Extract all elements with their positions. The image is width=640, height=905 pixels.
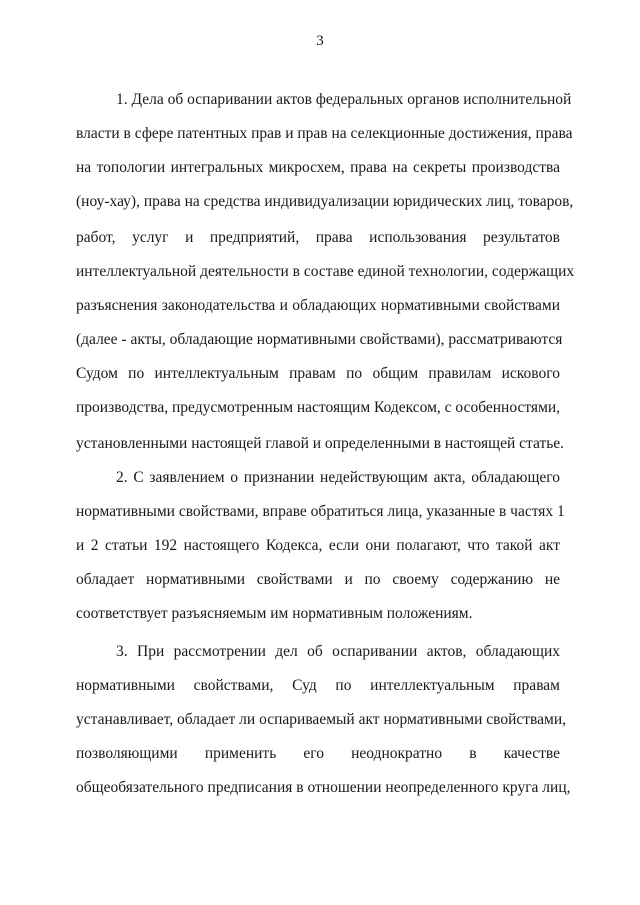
text-line: нормативными свойствами, Суд по интеллектуальным правам <box>76 677 560 694</box>
text-line: установленными настоящей главой и определенными в настоящей статье. <box>76 435 565 452</box>
text-line: 1. Дела об оспаривании актов федеральных органов исполнительной <box>116 91 572 108</box>
text-line: нормативными свойствами, вправе обратиться лица, указанные в частях 1 <box>76 503 565 520</box>
text-line: 2. С заявлением о признании недействующим акта, обладающего <box>116 469 560 486</box>
text-line: обладает нормативными свойствами и по своему содержанию не <box>76 571 560 588</box>
text-line: разъяснения законодательства и обладающих нормативными свойствами <box>76 297 560 314</box>
text-line: (далее - акты, обладающие нормативными свойствами), рассматриваются <box>76 331 563 348</box>
text-line: работ, услуг и предприятий, права использования результатов <box>76 229 560 246</box>
text-line: и 2 статьи 192 настоящего Кодекса, если они полагают, что такой акт <box>76 537 560 554</box>
text-line: власти в сфере патентных прав и прав на селекционные достижения, права <box>76 125 573 142</box>
text-line: позволяющими применить его неоднократно в качестве <box>76 745 560 762</box>
text-line: Судом по интеллектуальным правам по общим правилам искового <box>76 365 560 382</box>
text-line: 3. При рассмотрении дел об оспаривании актов, обладающих <box>116 643 560 660</box>
text-line: производства, предусмотренным настоящим Кодексом, с особенностями, <box>76 399 561 416</box>
text-line: общеобязательного предписания в отношении неопределенного круга лиц, <box>76 779 571 796</box>
text-line: интеллектуальной деятельности в составе единой технологии, содержащих <box>76 263 575 280</box>
text-line: (ноу-хау), права на средства индивидуализации юридических лиц, товаров, <box>76 193 574 210</box>
text-line: соответствует разъясняемым им нормативным положениям. <box>76 605 473 622</box>
page-number: 3 <box>316 33 324 49</box>
text-line: на топологии интегральных микросхем, права на секреты производства <box>76 159 560 176</box>
text-line: устанавливает, обладает ли оспариваемый акт нормативными свойствами, <box>76 711 567 728</box>
